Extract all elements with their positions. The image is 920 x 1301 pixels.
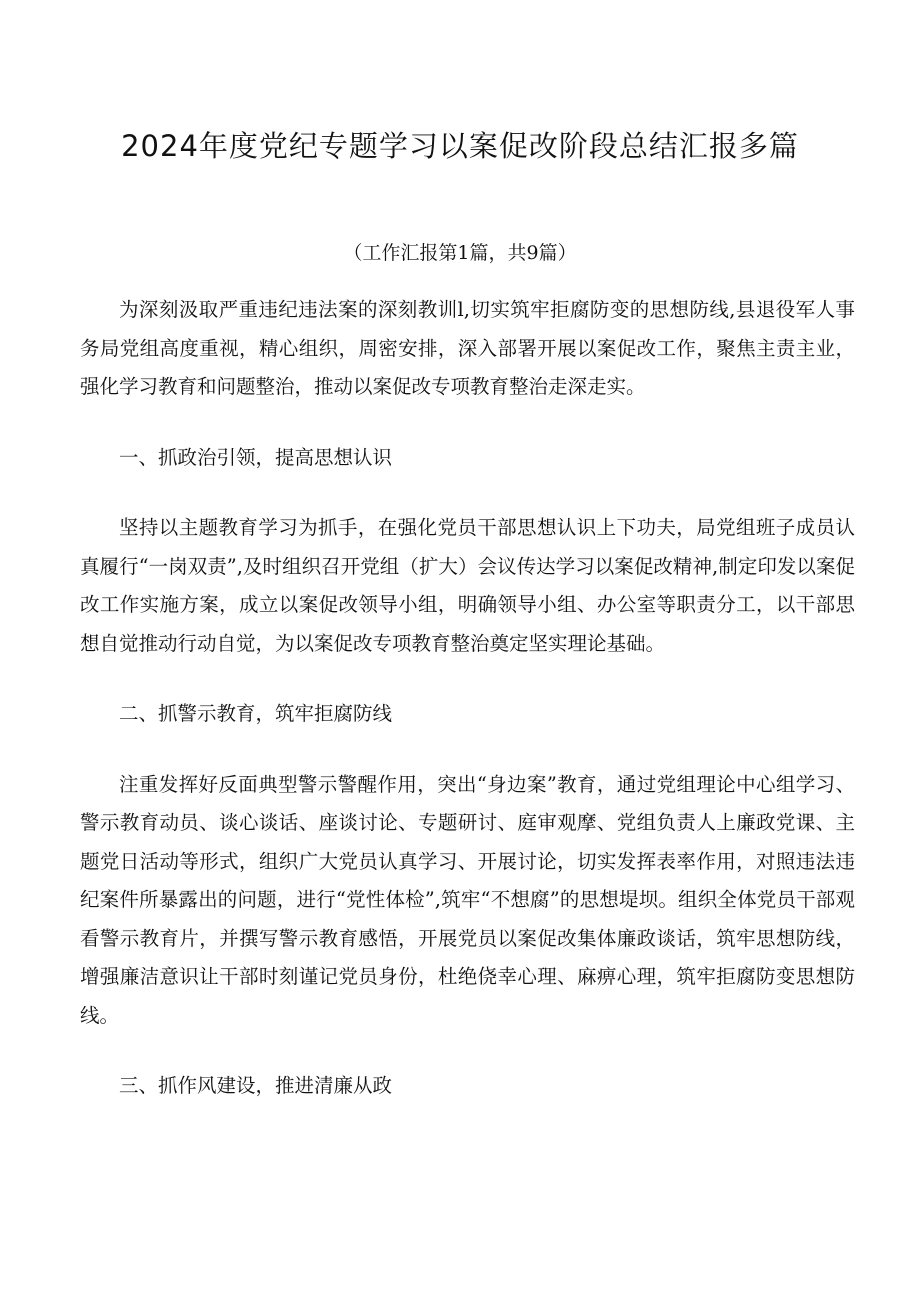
section-paragraph-2: 注重发挥好反面典型警示警醒作用，突出“身边案”教育，通过党组理论中心组学习、警示教育动员、谈心谈话、座谈讨论、专题研讨、庭审观摩、党组负责人上廉政党课、主题党日活动等形式，组织广大党员认真学习、开展讨论，切实发挥表率作用，对照违法违纪案件所暴露出的问题，进行“党性体检”,筑牢“不想腐”的思想堤坝。组织全体党员干部观看警示教育片，并撰写警示教育感悟，开展党员以案促改集体廉政谈话，筑牢思想防线，增强廉洁意识让干部时刻谨记党员身份，杜绝侥幸心理、麻痹心理，筑牢拒腐防变思想防线。 xyxy=(80,772,855,1027)
section-heading-1: 一、抓政治引领，提高思想认识 xyxy=(119,445,393,469)
section-paragraph-1: 坚持以主题教育学习为抓手，在强化党员干部思想认识上下功夫，局党组班子成员认真履行“一岗双责”,及时组织召开党组（扩大）会议传达学习以案促改精神,制定印发以案促改工作实施方案，成立以案促改领导小组，明确领导小组、办公室等职责分工，以干部思想自觉推动行动自觉，为以案促改专项教育整治奠定坚实理论基础。 xyxy=(80,516,855,655)
intro-paragraph: 为深刻汲取严重违纪违法案的深刻教训l,切实筑牢拒腐防变的思想防线,县退役军人事务局党组高度重视，精心组织，周密安排，深入部署开展以案促改工作，聚焦主责主业，强化学习教育和问题整治，推动以案促改专项教育整治走深走实。 xyxy=(80,298,855,398)
document-body xyxy=(80,291,855,1138)
section-heading-2: 二、抓警示教育，筑牢拒腐防线 xyxy=(119,702,393,725)
section-heading-3: 三、抓作风建设，推进清廉从政 xyxy=(119,1074,393,1097)
document-title: 2024年度党纪专题学习以案促改阶段总结汇报多篇 xyxy=(121,129,799,163)
document-subtitle: （工作汇报第1篇，共9篇） xyxy=(343,242,577,264)
